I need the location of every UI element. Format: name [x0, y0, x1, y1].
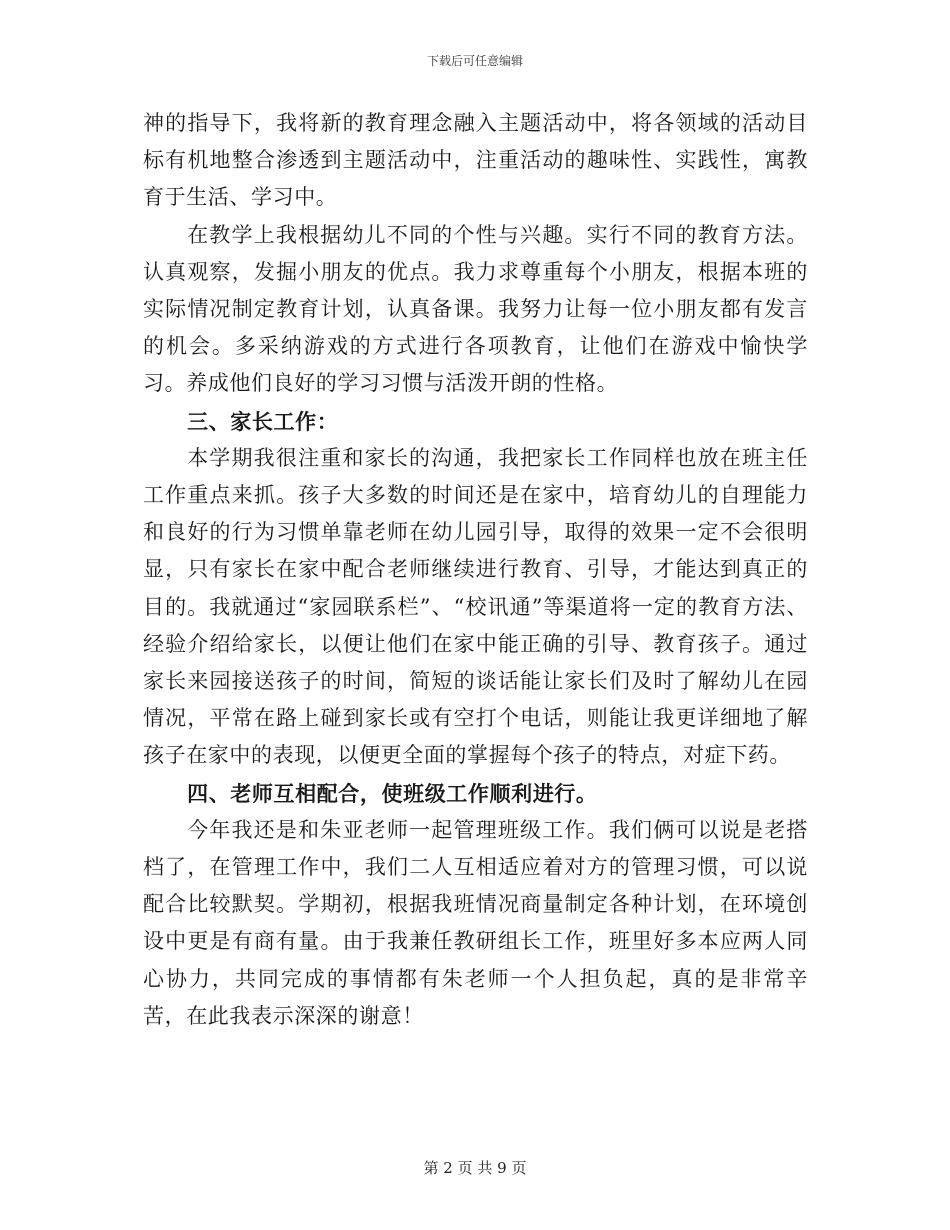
document-body — [143, 105, 808, 1035]
paragraph-continued: 神的指导下，我将新的教育理念融入主题活动中，将各领域的活动目标有机地整合渗透到主题活动中，注重活动的趣味性、实践性，寓教育于生活、学习中。 — [143, 111, 808, 210]
paragraph-teaching: 在教学上我根据幼儿不同的个性与兴趣。实行不同的教育方法。认真观察，发掘小朋友的优点。我力求尊重每个小朋友，根据本班的实际情况制定教育计划，认真备课。我努力让每一位小朋友都有发言的机会。多采纳游戏的方式进行各项教育，让他们在游戏中愉快学习。养成他们良好的学习习惯与活泼开朗的性格。 — [143, 222, 808, 396]
page-header: 下载后可任意编辑 — [426, 54, 523, 68]
section-heading-parents: 三、家长工作： — [187, 408, 339, 434]
page-number: 第 2 页 共 9 页 — [423, 1159, 527, 1177]
section-heading-teachers: 四、老师互相配合，使班级工作顺利进行。 — [187, 780, 598, 806]
paragraph-parents: 本学期我很注重和家长的沟通，我把家长工作同样也放在班主任工作重点来抓。孩子大多数的时间还是在家中，培育幼儿的自理能力和良好的行为习惯单靠老师在幼儿园引导，取得的效果一定不会很明显，只有家长在家中配合老师继续进行教育、引导，才能达到真正的目的。我就通过“家园联系栏”、“校讯通”等渠道将一定的教育方法、经验介绍给家长，以便让他们在家中能正确的引导、教育孩子。通过家长来园接送孩子的时间，简短的谈话能让家长们及时了解幼儿在园情况，平常在路上碰到家长或有空打个电话，则能让我更详细地了解孩子在家中的表现，以便更全面的掌握每个孩子的特点，对症下药。 — [143, 445, 808, 768]
paragraph-teachers: 今年我还是和朱亚老师一起管理班级工作。我们俩可以说是老搭档了，在管理工作中，我们二人互相适应着对方的管理习惯，可以说配合比较默契。学期初，根据我班情况商量制定各种计划，在环境创设中更是有商有量。由于我兼任教研组长工作，班里好多本应两人同心协力，共同完成的事情都有朱老师一个人担负起，真的是非常辛苦，在此我表示深深的谢意！ — [143, 817, 808, 1028]
